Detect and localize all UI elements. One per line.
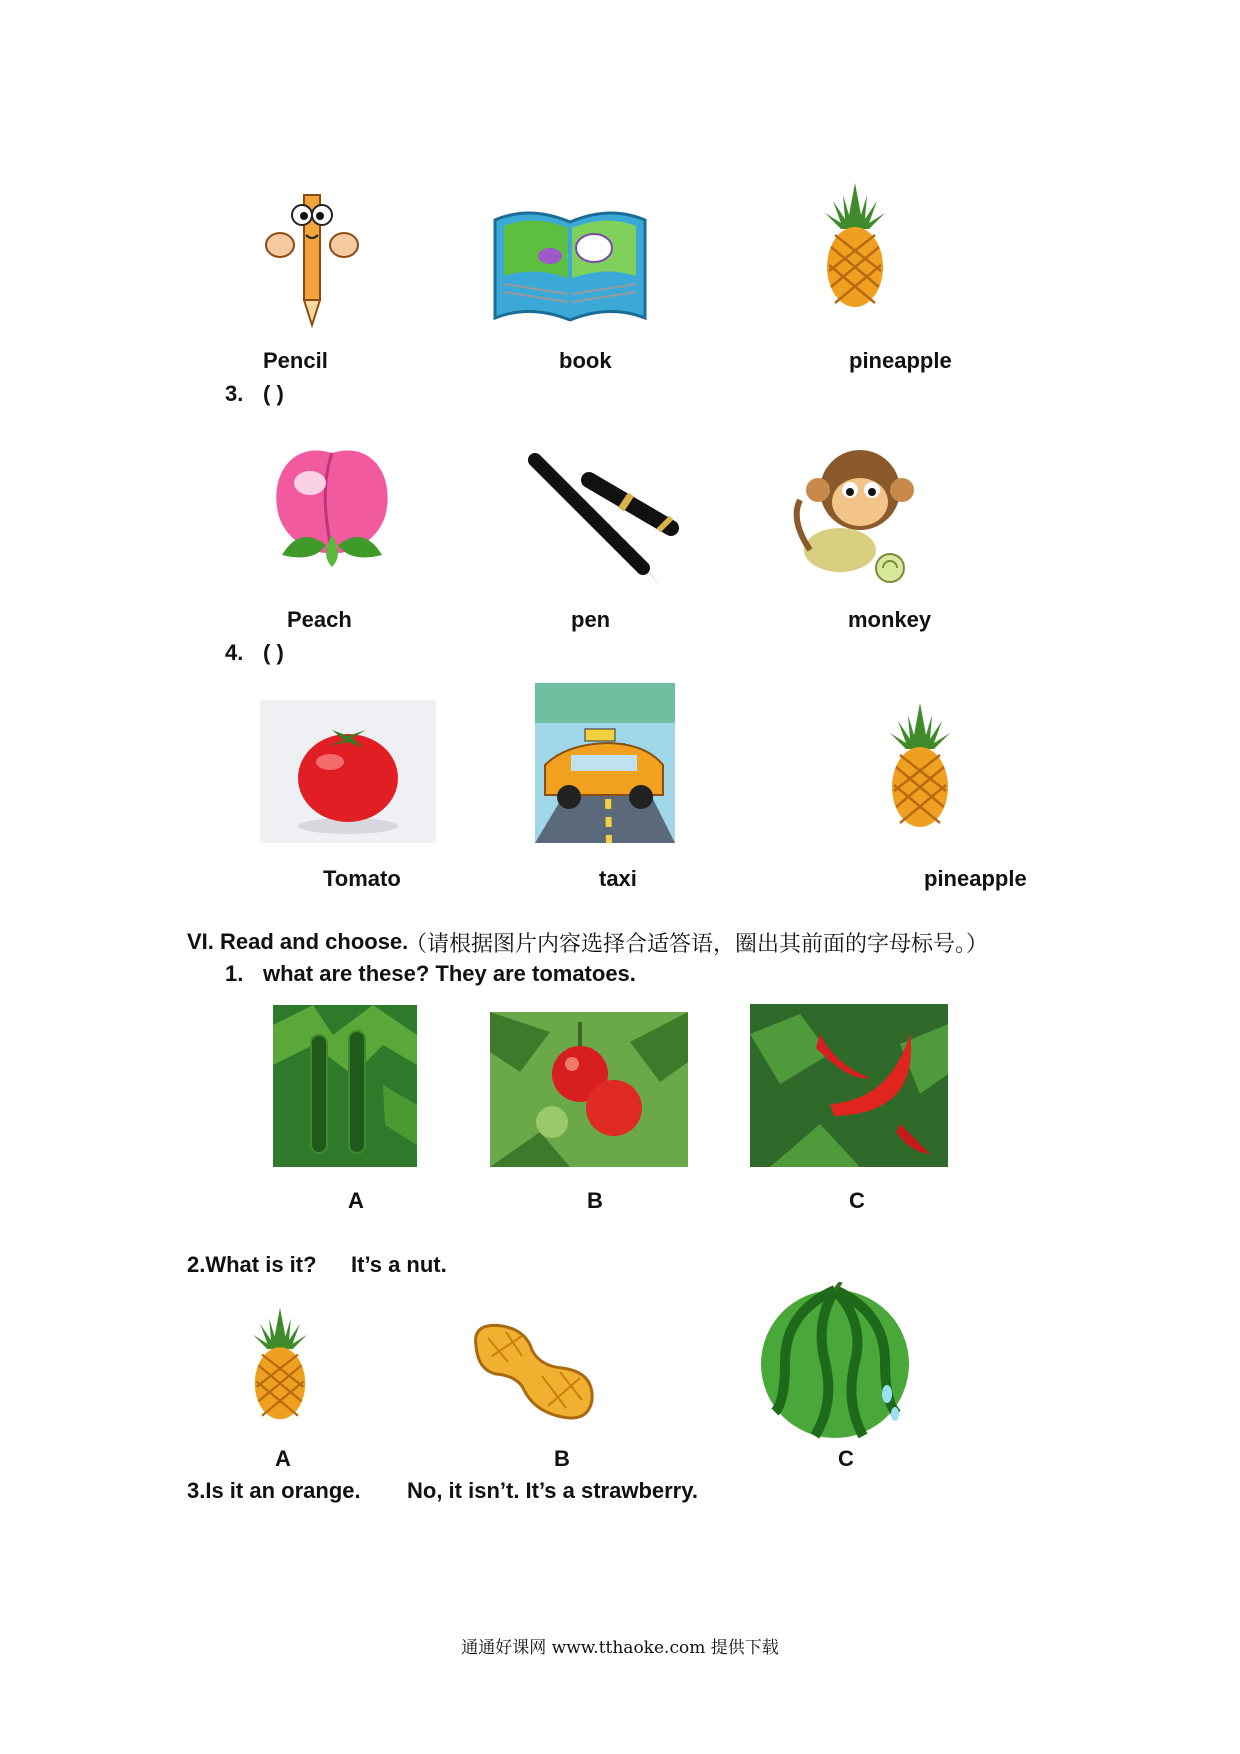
pineapple-icon <box>805 170 905 320</box>
watermelon-icon <box>755 1282 920 1440</box>
question-1-text: what are these? They are tomatoes. <box>263 961 636 986</box>
label-taxi: taxi <box>599 866 637 891</box>
chili-pepper-icon <box>750 1004 948 1167</box>
q2-option-b[interactable]: B <box>554 1446 570 1471</box>
answer-bracket-4[interactable]: ( ) <box>263 640 284 665</box>
label-pineapple: pineapple <box>924 866 1027 891</box>
label-pencil: Pencil <box>263 348 328 373</box>
answer-bracket-3[interactable]: ( ) <box>263 381 284 406</box>
question-2-answer: It’s a nut. <box>351 1252 447 1277</box>
label-pineapple: pineapple <box>849 348 952 373</box>
q2-option-c[interactable]: C <box>838 1446 854 1471</box>
label-monkey: monkey <box>848 607 932 632</box>
peach-icon <box>262 435 402 570</box>
question-3-text: 3.Is it an orange. <box>187 1478 361 1503</box>
q2-option-a[interactable]: A <box>275 1446 291 1471</box>
question-3-answer: No, it isn’t. It’s a strawberry. <box>407 1478 698 1503</box>
taxi-icon <box>535 683 675 843</box>
q1-option-b[interactable]: B <box>587 1188 603 1213</box>
label-tomato: Tomato <box>323 866 401 891</box>
monkey-icon <box>790 440 920 590</box>
pencil-icon <box>262 185 362 330</box>
footer-credit: 通通好课网 www.tthaoke.com 提供下载 <box>461 1638 779 1658</box>
question-3-number: 3. <box>225 381 244 406</box>
tomato-plant-icon <box>490 1012 688 1167</box>
question-1-number: 1. <box>225 961 244 986</box>
question-4-number: 4. <box>225 640 244 665</box>
q1-option-c[interactable]: C <box>849 1188 865 1213</box>
label-book: book <box>559 348 612 373</box>
peanut-icon <box>462 1316 604 1428</box>
pineapple-icon <box>235 1296 325 1431</box>
cucumber-icon <box>273 1005 417 1167</box>
label-pen: pen <box>571 607 611 632</box>
section-heading: VI. Read and choose. <box>187 929 409 954</box>
section-instruction: （请根据图片内容选择合适答语，圈出其前面的字母标号。） <box>405 932 989 957</box>
question-2-text: 2.What is it? <box>187 1252 317 1277</box>
tomato-icon <box>260 700 436 843</box>
label-peach: Peach <box>287 607 352 632</box>
book-icon <box>490 200 650 330</box>
pen-icon <box>525 450 680 590</box>
q1-option-a[interactable]: A <box>348 1188 364 1213</box>
pineapple-icon <box>870 690 970 840</box>
